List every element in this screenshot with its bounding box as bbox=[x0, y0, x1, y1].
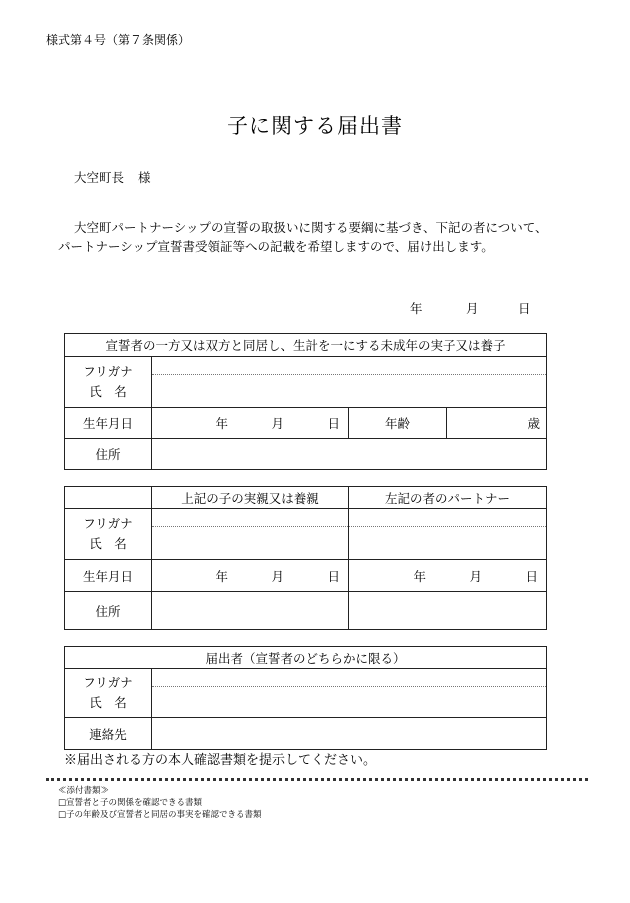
child-birth-year: 年 bbox=[215, 416, 228, 431]
id-note: ※届出される方の本人確認書類を提示してください。 bbox=[64, 753, 377, 768]
child-age-label: 年齢 bbox=[349, 408, 447, 439]
child-age-field[interactable] bbox=[447, 408, 547, 439]
child-birth-label: 生年月日 bbox=[65, 408, 152, 439]
attachment-item: □宣誓者と子の関係を確認できる書類 bbox=[58, 798, 203, 808]
child-birth-field[interactable] bbox=[152, 408, 349, 439]
child-furigana-input[interactable] bbox=[152, 357, 546, 375]
parent-birth-month: 月 bbox=[271, 568, 284, 584]
date-day: 日 bbox=[518, 301, 531, 316]
partner-birth-day: 日 bbox=[525, 568, 538, 584]
parent-birth-day: 日 bbox=[327, 568, 340, 584]
form-number: 様式第４号（第７条関係） bbox=[46, 33, 191, 47]
child-birth-day: 日 bbox=[327, 416, 340, 431]
partner-name-field[interactable] bbox=[349, 509, 547, 560]
date-month: 月 bbox=[466, 301, 479, 316]
child-table-header: 宣誓者の一方又は双方と同居し、生計を一にする未成年の実子又は養子 bbox=[65, 334, 547, 357]
child-furigana-label: フリガナ bbox=[83, 364, 133, 379]
parent-col-header: 上記の子の実親又は養親 bbox=[152, 487, 349, 509]
parent-address-label: 住所 bbox=[65, 592, 152, 630]
notifier-furigana-label: フリガナ bbox=[83, 675, 133, 690]
partner-furigana-input[interactable] bbox=[349, 509, 546, 527]
addressee bbox=[74, 168, 151, 186]
notifier-table-header: 届出者（宣誓者のどちらかに限る） bbox=[65, 647, 547, 669]
parent-table-corner bbox=[65, 487, 152, 509]
addressee-honorific: 様 bbox=[138, 170, 151, 185]
partner-birth-field[interactable] bbox=[349, 560, 547, 592]
partner-birth-month: 月 bbox=[469, 568, 482, 584]
partner-col-header: 左記の者のパートナー bbox=[349, 487, 547, 509]
attachments bbox=[58, 785, 262, 821]
child-age-unit: 歳 bbox=[527, 416, 541, 431]
attachment-item: □子の年齢及び宣誓者と同居の事実を確認できる書類 bbox=[58, 810, 262, 820]
page-title: 子に関する届出書 bbox=[227, 114, 403, 138]
dotted-divider bbox=[46, 778, 588, 781]
body-line-2: パートナーシップ宣誓書受領証等への記載を希望しますので、届け出します。 bbox=[58, 239, 494, 254]
notifier-table bbox=[64, 646, 547, 750]
notifier-name-labels bbox=[65, 669, 152, 718]
parent-furigana-input[interactable] bbox=[152, 509, 348, 527]
notifier-name-label: 氏 名 bbox=[89, 695, 127, 710]
parent-furigana-label: フリガナ bbox=[83, 516, 133, 531]
notifier-furigana-input[interactable] bbox=[152, 669, 546, 687]
body-text bbox=[58, 218, 588, 256]
parent-birth-year: 年 bbox=[215, 568, 228, 584]
child-table bbox=[64, 333, 547, 470]
parent-name-label: 氏 名 bbox=[89, 536, 127, 551]
parent-address-field[interactable] bbox=[152, 592, 349, 630]
child-birth-month: 月 bbox=[271, 416, 284, 431]
parent-table bbox=[64, 486, 547, 630]
child-name-label: 氏 名 bbox=[89, 384, 127, 399]
parent-name-labels bbox=[65, 509, 152, 560]
child-name-field[interactable] bbox=[152, 357, 547, 408]
addressee-name: 大空町長 bbox=[74, 170, 125, 185]
body-line-1: 大空町パートナーシップの宣誓の取扱いに関する要綱に基づき、下記の者について、 bbox=[74, 220, 548, 235]
parent-birth-field[interactable] bbox=[152, 560, 349, 592]
notifier-name-field[interactable] bbox=[152, 669, 547, 718]
child-address-label: 住所 bbox=[65, 439, 152, 470]
notifier-contact-field[interactable] bbox=[152, 718, 547, 750]
notifier-contact-label: 連絡先 bbox=[65, 718, 152, 750]
child-address-field[interactable] bbox=[152, 439, 547, 470]
parent-name-field[interactable] bbox=[152, 509, 349, 560]
child-name-labels bbox=[65, 357, 152, 408]
partner-address-field[interactable] bbox=[349, 592, 547, 630]
attachments-heading: ≪添付書類≫ bbox=[58, 786, 110, 796]
parent-birth-label: 生年月日 bbox=[65, 560, 152, 592]
date-year: 年 bbox=[410, 301, 423, 316]
partner-birth-year: 年 bbox=[413, 568, 426, 584]
